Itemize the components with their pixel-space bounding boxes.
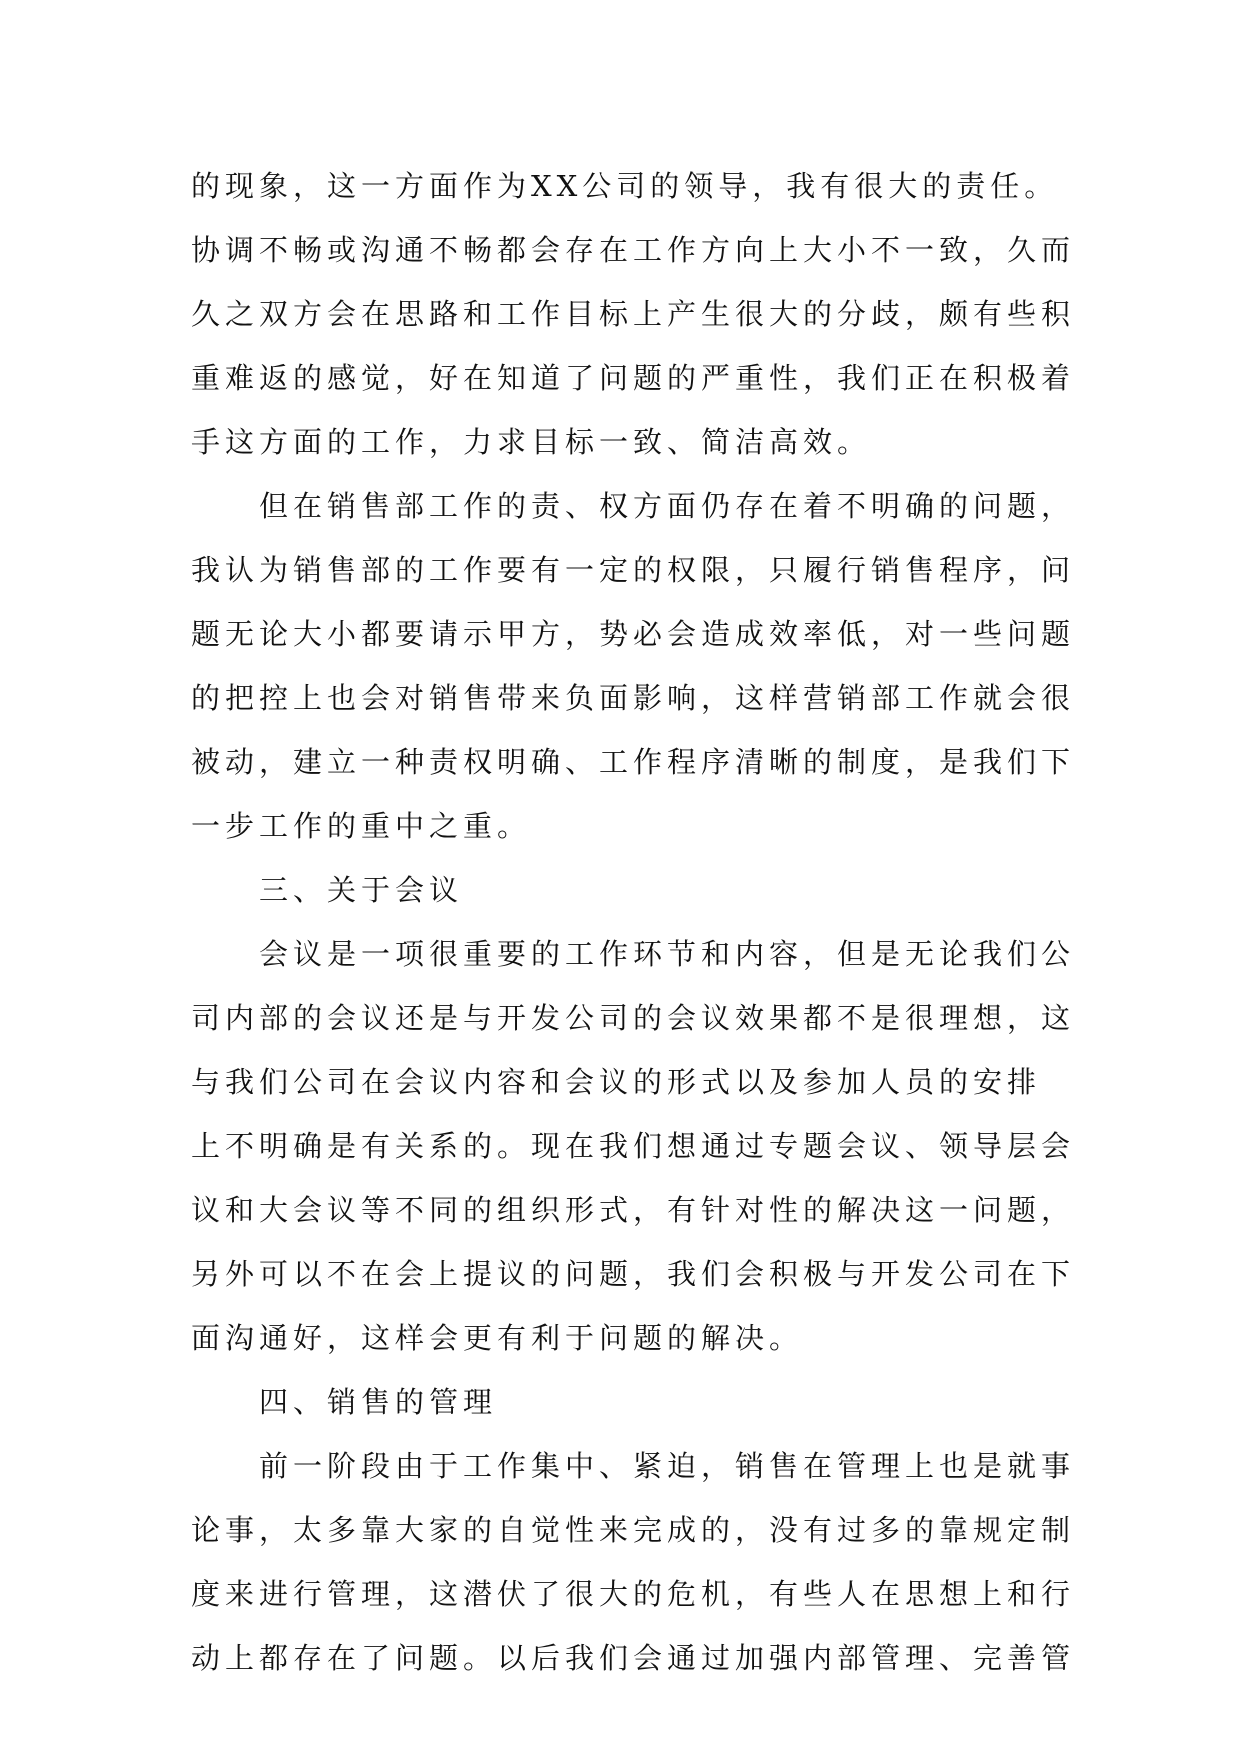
text-line: 论事，太多靠大家的自觉性来完成的，没有过多的靠规定制: [191, 1513, 1076, 1547]
text-line: 面沟通好，这样会更有利于问题的解决。: [191, 1321, 804, 1355]
text-line: 前一阶段由于工作集中、紧迫，销售在管理上也是就事: [259, 1449, 1076, 1483]
text-line: 上不明确是有关系的。现在我们想通过专题会议、领导层会: [191, 1129, 1076, 1163]
text-line: 但在销售部工作的责、权方面仍存在着不明确的问题，: [259, 489, 1076, 523]
document-body: [191, 154, 1076, 1690]
text-line: 题无论大小都要请示甲方，势必会造成效率低，对一些问题: [191, 617, 1076, 651]
text-line: 的现象，这一方面作为XX公司的领导，我有很大的责任。: [191, 169, 1059, 203]
text-line: 手这方面的工作，力求目标一致、简洁高效。: [191, 425, 872, 459]
text-line: 重难返的感觉，好在知道了问题的严重性，我们正在积极着: [191, 361, 1076, 395]
text-line: 动上都存在了问题。以后我们会通过加强内部管理、完善管: [191, 1641, 1076, 1675]
text-line: 议和大会议等不同的组织形式，有针对性的解决这一问题，: [191, 1193, 1076, 1227]
text-line: 会议是一项很重要的工作环节和内容，但是无论我们公: [259, 937, 1076, 971]
text-line: 一步工作的重中之重。: [191, 809, 532, 843]
text-line: 司内部的会议还是与开发公司的会议效果都不是很理想，这: [191, 1001, 1076, 1035]
text-line: 三、关于会议: [259, 873, 464, 907]
text-line: 与我们公司在会议内容和会议的形式以及参加人员的安排: [191, 1065, 1042, 1099]
text-line: 的把控上也会对销售带来负面影响，这样营销部工作就会很: [191, 681, 1076, 715]
text-line: 被动，建立一种责权明确、工作程序清晰的制度，是我们下: [191, 745, 1076, 779]
text-line: 久之双方会在思路和工作目标上产生很大的分歧，颇有些积: [191, 297, 1076, 331]
text-line: 我认为销售部的工作要有一定的权限，只履行销售程序，问: [191, 553, 1076, 587]
text-line: 另外可以不在会上提议的问题，我们会积极与开发公司在下: [191, 1257, 1076, 1291]
text-line: 协调不畅或沟通不畅都会存在工作方向上大小不一致，久而: [191, 233, 1076, 267]
text-line: 度来进行管理，这潜伏了很大的危机，有些人在思想上和行: [191, 1577, 1076, 1611]
text-line: 四、销售的管理: [259, 1385, 498, 1419]
